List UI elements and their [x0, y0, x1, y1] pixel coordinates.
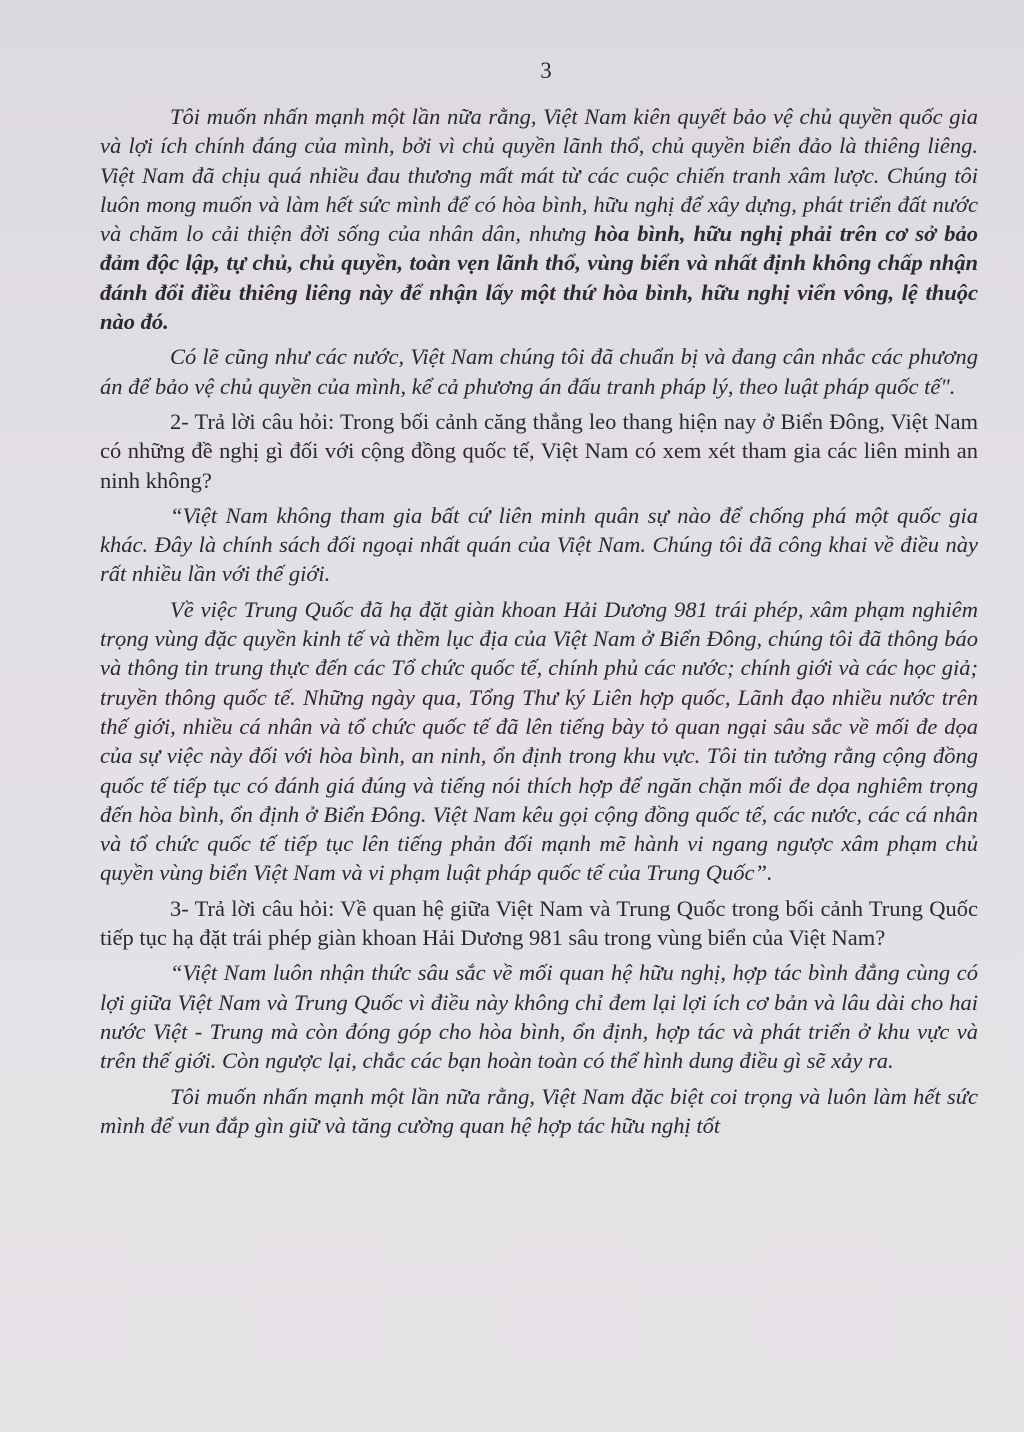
- paragraph-text: Tôi muốn nhấn mạnh một lần nữa rằng, Việt Nam kiên quyết bảo vệ chủ quyền quốc gia và lợi ích chính đáng của mình, bởi vì chủ quyền lãnh thổ, chủ quyền biển đảo là thiêng liêng. Việt Nam đã chịu quá nhiều đau thương mất mát từ các cuộc chiến tranh xâm lược. Chúng tôi luôn mong muốn và làm hết sức mình để có hòa bình, hữu nghị để xây dựng, phát triển đất nước và chăm lo cải thiện đời sống của nhân dân, nhưng: [100, 104, 978, 247]
- paragraph-sovereignty-statement: [100, 102, 978, 336]
- question-2: 2- Trả lời câu hỏi: Trong bối cảnh căng thẳng leo thang hiện nay ở Biển Đông, Việt Nam có những đề nghị gì đối với cộng đồng quốc tế, Việt Nam có xem xét tham gia các liên minh an ninh không?: [100, 408, 978, 493]
- answer-2-paragraph-1: “Việt Nam không tham gia bất cứ liên minh quân sự nào để chống phá một quốc gia khác. Đây là chính sách đối ngoại nhất quán của Việt Nam. Chúng tôi đã công khai về điều này rất nhiều lần với thế giới.: [100, 502, 978, 587]
- answer-3-paragraph-2: Tôi muốn nhấn mạnh một lần nữa rằng, Việt Nam đặc biệt coi trọng và luôn làm hết sức mình để vun đắp gìn giữ và tăng cường quan hệ hợp tác hữu nghị tốt: [100, 1083, 978, 1138]
- page-number: 3: [540, 58, 552, 83]
- answer-2-paragraph-2: Về việc Trung Quốc đã hạ đặt giàn khoan Hải Dương 981 trái phép, xâm phạm nghiêm trọng vùng đặc quyền kinh tế và thềm lục địa của Việt Nam ở Biển Đông, chúng tôi đã thông báo và thông tin trung thực đến các Tổ chức quốc tế, chính phủ các nước; chính giới và các học giả; truyền thông quốc tế. Những ngày qua, Tổng Thư ký Liên hợp quốc, Lãnh đạo nhiều nước trên thế giới, nhiều cá nhân và tổ chức quốc tế đã lên tiếng bày tỏ quan ngại sâu sắc về mối đe dọa của sự việc này đối với hòa bình, an ninh, ổn định trong khu vực. Tôi tin tưởng rằng cộng đồng quốc tế tiếp tục có đánh giá đúng và tiếng nói thích hợp để ngăn chặn mối đe dọa nghiêm trọng đến hòa bình, ổn định ở Biển Đông. Việt Nam kêu gọi cộng đồng quốc tế, các nước, các cá nhân và tổ chức quốc tế tiếp tục lên tiếng phản đối mạnh mẽ hành vi ngang ngược xâm phạm chủ quyền vùng biển Việt Nam và vi phạm luật pháp quốc tế của Trung Quốc”.: [100, 596, 978, 886]
- bold-emphasis-text: hòa bình, hữu nghị phải trên cơ sở bảo đảm độc lập, tự chủ, chủ quyền, toàn vẹn lãnh thổ, vùng biển và nhất định không chấp nhận đánh đổi điều thiêng liêng này để nhận lấy một thứ hòa bình, hữu nghị viển vông, lệ thuộc nào đó.: [100, 221, 978, 335]
- answer-3-paragraph-1: “Việt Nam luôn nhận thức sâu sắc về mối quan hệ hữu nghị, hợp tác bình đẳng cùng có lợi giữa Việt Nam và Trung Quốc vì điều này không chỉ đem lại lợi ích cơ bản và lâu dài cho hai nước Việt - Trung mà còn đóng góp cho hòa bình, ổn định, hợp tác và phát triển ở khu vực và trên thế giới. Còn ngược lại, chắc các bạn hoàn toàn có thể hình dung điều gì sẽ xảy ra.: [100, 960, 978, 1074]
- document-body: [100, 102, 978, 1146]
- paragraph-legal-options: Có lẽ cũng như các nước, Việt Nam chúng tôi đã chuẩn bị và đang cân nhắc các phương án để bảo vệ chủ quyền của mình, kể cả phương án đấu tranh pháp lý, theo luật pháp quốc tế".: [100, 344, 978, 399]
- question-3: 3- Trả lời câu hỏi: Về quan hệ giữa Việt Nam và Trung Quốc trong bối cảnh Trung Quốc tiếp tục hạ đặt trái phép giàn khoan Hải Dương 981 sâu trong vùng biển của Việt Nam?: [100, 895, 978, 951]
